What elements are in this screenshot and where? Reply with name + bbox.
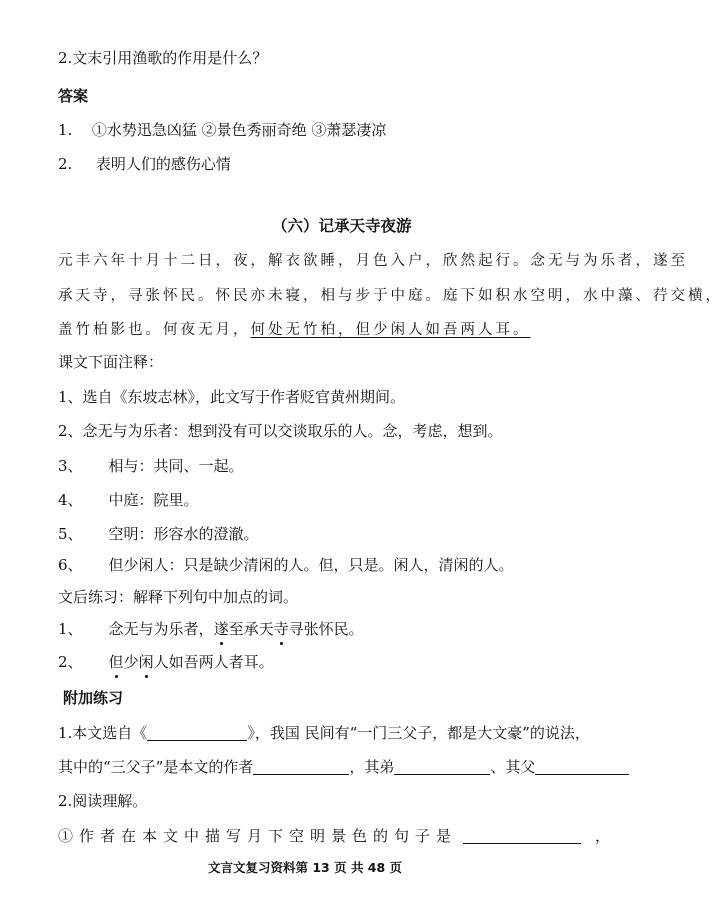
exercise-1: 1、 念无与为乐者，遂至承天寺寻张怀民。	[58, 620, 364, 638]
dotted-word: 但	[108, 653, 124, 671]
passage-line-2: 承天寺，寻张怀民。怀民亦未寝，相与步于中庭。庭下如积水空明，水中藻、荇交横，	[58, 288, 723, 304]
answer-text: ①水势迅急凶猛 ②景色秀丽奇绝 ③萧瑟凄凉	[91, 121, 387, 139]
dotted-word: 遂	[213, 620, 229, 638]
extra-question-2: 2.阅读理解。	[58, 792, 148, 810]
answer-number: 1.	[58, 121, 73, 139]
notes-heading: 课文下面注释：	[58, 353, 164, 371]
passage-line-3: 盖竹柏影也。何夜无月，何处无竹柏，但少闲人如吾两人耳。	[58, 322, 531, 338]
extra-question-2-1: ①作者在本文中描写月下空明景色的句子是 ，	[58, 827, 617, 845]
section-title: （六）记承天寺夜游	[272, 217, 412, 235]
dotted-word: 寺	[273, 620, 289, 638]
passage-line-1: 元丰六年十月十二日，夜，解衣欲睡，月色入户，欣然起行。念无与为乐者，遂至	[58, 253, 688, 269]
exercise-2: 2、 但少闲人如吾两人者耳。	[58, 653, 274, 671]
blank-father[interactable]	[535, 758, 629, 775]
answer-1	[58, 120, 386, 140]
underlined-sentence: 何处无竹柏，但少闲人如吾两人耳。	[250, 322, 531, 338]
answer-heading: 答案	[58, 87, 89, 105]
extra-question-1-cont: 其中的“三父子”是本文的作者 ，其弟 、其父	[58, 757, 629, 777]
note-1: 1、选自《东坡志林》，此文写于作者贬官黄州期间。	[58, 388, 406, 406]
dotted-word: 闲	[138, 653, 154, 671]
note-5: 5、 空明：形容水的澄澈。	[58, 525, 259, 543]
answer-2	[58, 154, 231, 174]
question-text: 2.文末引用渔歌的作用是什么？	[58, 49, 268, 67]
note-3: 3、 相与：共同、一起。	[58, 457, 244, 475]
blank-brother[interactable]	[394, 758, 490, 775]
answer-number: 2.	[58, 155, 73, 173]
answer-text: 表明人们的感伤心情	[95, 155, 231, 173]
note-6: 6、 但少闲人：只是缺少清闲的人。但，只是。闲人，清闲的人。	[58, 556, 514, 574]
previous-question	[58, 48, 267, 68]
exercise-heading: 文后练习：解释下列句中加点的词。	[58, 588, 299, 606]
note-4: 4、 中庭：院里。	[58, 491, 199, 509]
extra-question-1: 1.本文选自《 》，我国 民间有“一门三父子，都是大文豪”的说法，	[58, 724, 590, 742]
blank-source-book[interactable]	[147, 724, 247, 741]
blank-author[interactable]	[253, 758, 349, 775]
page-footer: 文言文复习资料第 13 页 共 48 页	[208, 860, 403, 875]
note-2: 2、念无与为乐者：想到没有可以交谈取乐的人。念，考虑，想到。	[58, 422, 503, 440]
extra-heading: 附加练习	[63, 689, 124, 707]
blank-moonlight-sentence[interactable]	[463, 827, 581, 844]
